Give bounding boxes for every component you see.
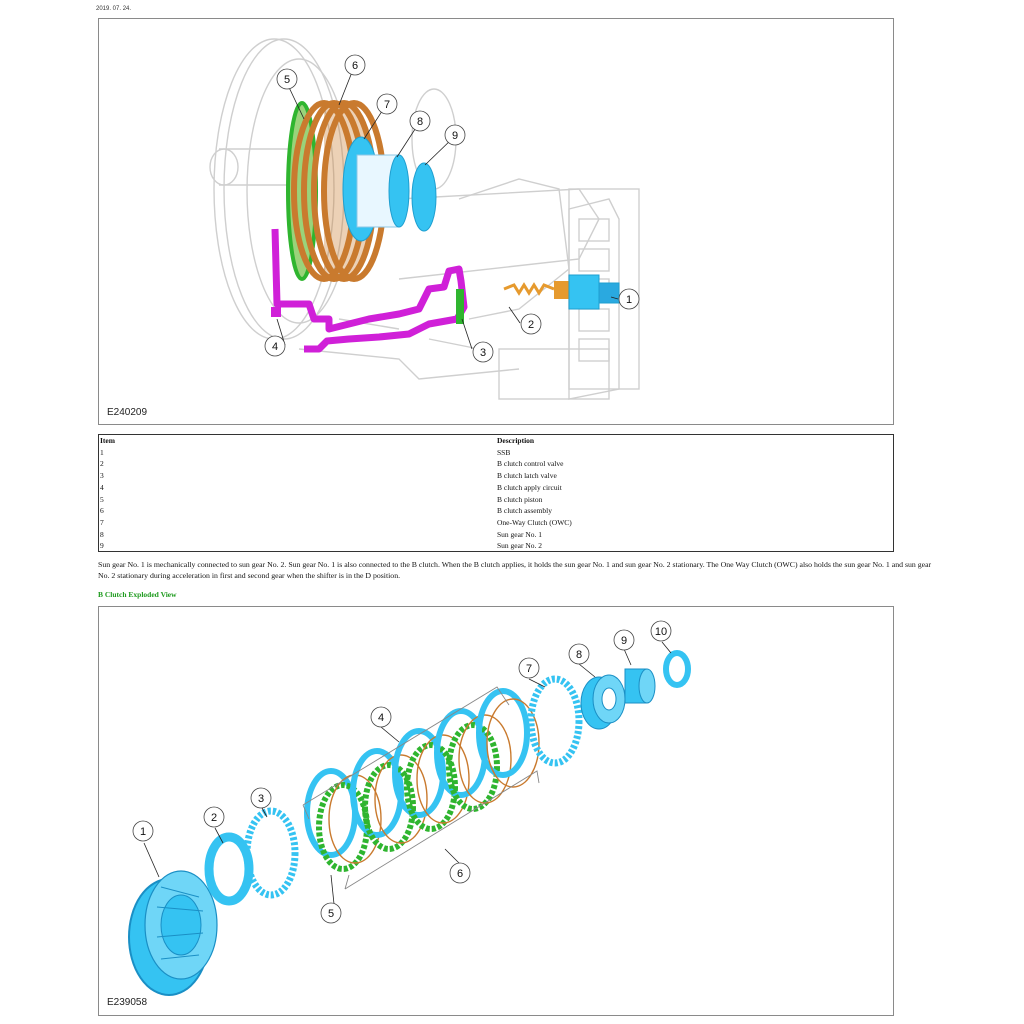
table-header [99, 435, 893, 447]
callout-1: 1 [139, 826, 147, 838]
row-item: 5 [100, 494, 104, 504]
header-description: Description [497, 436, 535, 445]
header-item: Item [100, 436, 115, 445]
callout-3: 3 [257, 793, 265, 805]
figure-2-id: E239058 [107, 997, 148, 1008]
ssb-solenoid [569, 275, 619, 309]
print-date: 2019. 07. 24. [96, 6, 132, 12]
row-description: B clutch control valve [497, 459, 564, 469]
figure-1-illustration [99, 19, 893, 424]
row-description: B clutch apply circuit [497, 482, 562, 492]
exploded-part-2 [209, 837, 249, 901]
table-row [99, 505, 893, 517]
clutch-pack-stack [307, 691, 539, 869]
figure-1-id: E240209 [107, 407, 148, 418]
figure-1-frame [98, 18, 894, 425]
row-item: 2 [100, 459, 104, 469]
row-item: 4 [100, 482, 104, 492]
row-description: SSB [497, 447, 511, 457]
row-item: 8 [100, 529, 104, 539]
callout-6: 6 [351, 60, 359, 72]
section-subheading: B Clutch Exploded View [98, 590, 177, 599]
row-description: B clutch latch valve [497, 471, 557, 481]
b-clutch-control-valve [504, 281, 574, 299]
callout-9: 9 [620, 635, 628, 647]
row-description: Sun gear No. 2 [497, 541, 542, 551]
table-row [99, 482, 893, 494]
row-description: One-Way Clutch (OWC) [497, 517, 572, 527]
row-item: 9 [100, 541, 104, 551]
callout-2: 2 [527, 319, 535, 331]
callout-5: 5 [327, 908, 335, 920]
row-item: 1 [100, 447, 104, 457]
table-row [99, 517, 893, 529]
table-row [99, 540, 893, 552]
callout-3: 3 [479, 347, 487, 359]
callout-6: 6 [456, 868, 464, 880]
exploded-part-1 [129, 871, 217, 995]
callout-10: 10 [654, 626, 668, 638]
table-row [99, 458, 893, 470]
callout-2: 2 [210, 812, 218, 824]
row-item: 6 [100, 506, 104, 516]
callout-8: 8 [416, 116, 424, 128]
sun-gear-no2 [412, 163, 436, 231]
callout-7: 7 [525, 663, 533, 675]
row-item: 7 [100, 517, 104, 527]
table-row [99, 447, 893, 459]
figure-2-illustration [99, 607, 893, 1015]
callout-7: 7 [383, 99, 391, 111]
row-description: B clutch piston [497, 494, 543, 504]
row-description: Sun gear No. 1 [497, 529, 542, 539]
row-description: B clutch assembly [497, 506, 552, 516]
exploded-part-8 [581, 675, 625, 729]
table-row [99, 494, 893, 506]
table-row [99, 470, 893, 482]
callout-4: 4 [271, 341, 279, 353]
table-row [99, 529, 893, 541]
callout-1: 1 [625, 294, 633, 306]
callout-9: 9 [451, 130, 459, 142]
callout-8: 8 [575, 649, 583, 661]
callout-5: 5 [283, 74, 291, 86]
exploded-part-9 [625, 669, 655, 703]
exploded-part-3 [247, 811, 295, 895]
callout-4: 4 [377, 712, 385, 724]
exploded-part-10 [666, 653, 688, 685]
parts-table [98, 434, 894, 552]
row-item: 3 [100, 471, 104, 481]
description-paragraph: Sun gear No. 1 is mechanically connected to sun gear No. 2. Sun gear No. 1 is also connected to the B clutch. When the B clutch applies, it holds the sun gear No. 1 and sun gear No. 2 stationary. The One Way Clutch (OWC) also holds the sun gear No. 1 and sun gear No. 2 stationary during acceleration in first and second gear when the shifter is in the D position. [98, 560, 932, 580]
figure-2-frame [98, 606, 894, 1016]
b-clutch-latch-valve [456, 289, 464, 324]
